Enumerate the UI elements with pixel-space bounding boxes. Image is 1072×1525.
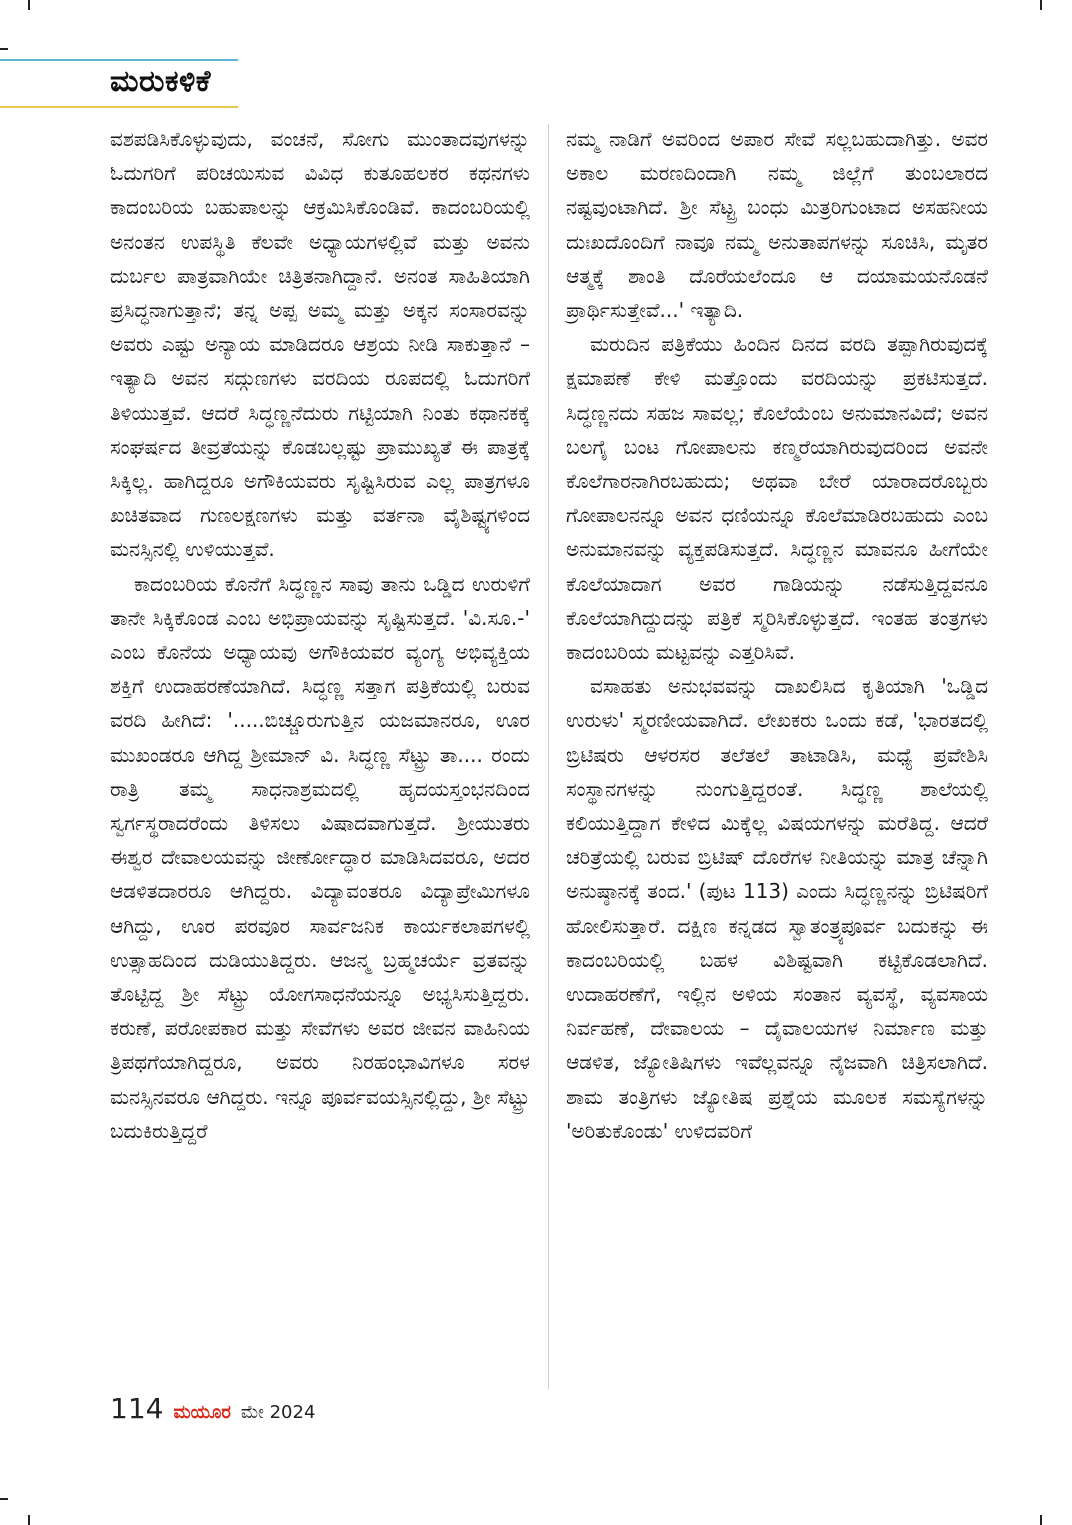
page-footer: [110, 1392, 315, 1425]
section-title: ಮರುಕಳಿಕೆ: [110, 64, 211, 99]
left-column: [110, 122, 530, 1148]
crop-mark: [0, 1498, 8, 1500]
paragraph: ಕಾದಂಬರಿಯ ಕೊನೆಗೆ ಸಿದ್ಧಣ್ಣನ ಸಾವು ತಾನು ಒಡ್ಡಿದ ಉರುಳಿಗೆ ತಾನೇ ಸಿಕ್ಕಿಕೊಂಡ ಎಂಬ ಅಭಿಪ್ರಾಯವನ್ನು ಸೃಷ್ಟಿಸುತ್ತದೆ. 'ವಿ.ಸೂ.-' ಎಂಬ ಕೊನೆಯ ಅಧ್ಯಾಯವು ಅಗೌಕಿಯವರ ವ್ಯಂಗ್ಯ ಅಭಿವ್ಯಕ್ತಿಯ ಶಕ್ತಿಗೆ ಉದಾಹರಣೆಯಾಗಿದೆ. ಸಿದ್ಧಣ್ಣ ಸತ್ತಾಗ ಪತ್ರಿಕೆಯಲ್ಲಿ ಬರುವ ವರದಿ ಹೀಗಿದೆ: '.....ಬಿಚ್ಚೂರುಗುತ್ತಿನ ಯಜಮಾನರೂ, ಊರ ಮುಖಂಡರೂ ಆಗಿದ್ದ ಶ್ರೀಮಾನ್ ವಿ. ಸಿದ್ಧಣ್ಣ ಸೆಟ್ಟ್ರು ತಾ.... ರಂದು ರಾತ್ರಿ ತಮ್ಮ ಸಾಧನಾಶ್ರಮದಲ್ಲಿ ಹೃದಯಸ್ತಂಭನದಿಂದ ಸ್ವರ್ಗಸ್ಥರಾದರೆಂದು ತಿಳಿಸಲು ವಿಷಾದವಾಗುತ್ತದೆ. ಶ್ರೀಯುತರು ಈಶ್ವರ ದೇವಾಲಯವನ್ನು ಜೀರ್ಣೋದ್ಧಾರ ಮಾಡಿಸಿದವರೂ, ಅದರ ಆಡಳಿತದಾರರೂ ಆಗಿದ್ದರು. ವಿದ್ಯಾವಂತರೂ ವಿದ್ಯಾಪ್ರೇಮಿಗಳೂ ಆಗಿದ್ದು, ಊರ ಪರವೂರ ಸಾರ್ವಜನಿಕ ಕಾರ್ಯಕಲಾಪಗಳಲ್ಲಿ ಉತ್ಸಾಹದಿಂದ ದುಡಿಯುತಿದ್ದರು. ಆಜನ್ಮ ಬ್ರಹ್ಮಚರ್ಯೆ ವ್ರತವನ್ನು ತೊಟ್ಟಿದ್ದ ಶ್ರೀ ಸೆಟ್ಟ್ರು ಯೋಗಸಾಧನೆಯನ್ನೂ ಅಭ್ಯಸಿಸುತ್ತಿದ್ದರು. ಕರುಣೆ, ಪರೋಪಕಾರ ಮತ್ತು ಸೇವೆಗಳು ಅವರ ಜೀವನ ವಾಹಿನಿಯ ತ್ರಿಪಥಗೆಯಾಗಿದ್ದರೂ, ಅವರು ನಿರಹಂಭಾವಿಗಳೂ ಸರಳ ಮನಸ್ಸಿನವರೂ ಆಗಿದ್ದರು. ಇನ್ನೂ ಪೂರ್ವವಯಸ್ಸಿನಲ್ಲಿದ್ದು, ಶ್ರೀ ಸೆಟ್ಟ್ರು ಬದುಕಿರುತ್ತಿದ್ದರೆ: [110, 571, 530, 1143]
issue-date: ಮೇ 2024: [240, 1402, 316, 1423]
header-rule-top: [0, 59, 238, 61]
paragraph: ವಸಾಹತು ಅನುಭವವನ್ನು ದಾಖಲಿಸಿದ ಕೃತಿಯಾಗಿ 'ಒಡ್ಡಿದ ಉರುಳು' ಸ್ಮರಣೀಯವಾಗಿದೆ. ಲೇಖಕರು ಒಂದು ಕಡೆ, 'ಭಾರತದಲ್ಲಿ ಬ್ರಿಟಿಷರು ಆಳರಸರ ತಲೆತಲೆ ತಾಟಾಡಿಸಿ, ಮಧ್ಯೆ ಪ್ರವೇಶಿಸಿ ಸಂಸ್ಥಾನಗಳನ್ನು ನುಂಗುತ್ತಿದ್ದರಂತೆ. ಸಿದ್ಧಣ್ಣ ಶಾಲೆಯಲ್ಲಿ ಕಲಿಯುತ್ತಿದ್ದಾಗ ಕೇಳಿದ ಮಿಕ್ಕೆಲ್ಲ ವಿಷಯಗಳನ್ನು ಮರೆತಿದ್ದ. ಆದರೆ ಚರಿತ್ರೆಯಲ್ಲಿ ಬರುವ ಬ್ರಿಟಿಷ್ ದೊರೆಗಳ ನೀತಿಯನ್ನು ಮಾತ್ರ ಚೆನ್ನಾಗಿ ಅನುಷ್ಠಾನಕ್ಕೆ ತಂದ.' (ಪುಟ 113) ಎಂದು ಸಿದ್ಧಣ್ಣನನ್ನು ಬ್ರಿಟಿಷರಿಗೆ ಹೋಲಿಸುತ್ತಾರೆ. ದಕ್ಷಿಣ ಕನ್ನಡದ ಸ್ವಾತಂತ್ರ್ಯಪೂರ್ವ ಬದುಕನ್ನು ಈ ಕಾದಂಬರಿಯಲ್ಲಿ ಬಹಳ ವಿಶಿಷ್ಟವಾಗಿ ಕಟ್ಟಿಕೊಡಲಾಗಿದೆ. ಉದಾಹರಣೆಗೆ, ಇಲ್ಲಿನ ಅಳಿಯ ಸಂತಾನ ವ್ಯವಸ್ಥೆ, ವ್ಯವಸಾಯ ನಿರ್ವಹಣೆ, ದೇವಾಲಯ – ದೈವಾಲಯಗಳ ನಿರ್ಮಾಣ ಮತ್ತು ಆಡಳಿತ, ಜ್ಯೋತಿಷಿಗಳು ಇವೆಲ್ಲವನ್ನೂ ನೈಜವಾಗಿ ಚಿತ್ರಿಸಲಾಗಿದೆ. ಶಾಮ ತಂತ್ರಿಗಳು ಜ್ಯೋತಿಷ ಪ್ರಶ್ನೆಯ ಮೂಲಕ ಸಮಸ್ಯೆಗಳನ್ನು 'ಅರಿತುಕೊಂಡು' ಉಳಿದವರಿಗೆ: [566, 674, 988, 1143]
crop-mark: [1040, 1515, 1042, 1525]
crop-mark: [28, 1515, 30, 1525]
crop-mark: [0, 48, 8, 50]
paragraph: ನಮ್ಮ ನಾಡಿಗೆ ಅವರಿಂದ ಅಪಾರ ಸೇವೆ ಸಲ್ಲಬಹುದಾಗಿತ್ತು. ಅವರ ಅಕಾಲ ಮರಣದಿಂದಾಗಿ ನಮ್ಮ ಜಿಲ್ಲೆಗೆ ತುಂಬಲಾರದ ನಷ್ಟವುಂಟಾಗಿದೆ. ಶ್ರೀ ಸೆಟ್ಟ್ರ ಬಂಧು ಮಿತ್ರರಿಗುಂಟಾದ ಅಸಹನೀಯ ದುಃಖದೊಂದಿಗೆ ನಾವೂ ನಮ್ಮ ಅನುತಾಪಗಳನ್ನು ಸೂಚಿಸಿ, ಮೃತರ ಆತ್ಮಕ್ಕೆ ಶಾಂತಿ ದೊರೆಯಲೆಂದೂ ಆ ದಯಾಮಯನೊಡನೆ ಪ್ರಾರ್ಥಿಸುತ್ತೇವೆ...' ಇತ್ಯಾದಿ.: [566, 127, 988, 323]
right-column: [566, 122, 988, 1148]
header-rule-bottom: [0, 106, 238, 108]
column-divider: [548, 124, 549, 1389]
paragraph: ಮರುದಿನ ಪತ್ರಿಕೆಯು ಹಿಂದಿನ ದಿನದ ವರದಿ ತಪ್ಪಾಗಿರುವುದಕ್ಕೆ ಕ್ಷಮಾಪಣೆ ಕೇಳಿ ಮತ್ತೊಂದು ವರದಿಯನ್ನು ಪ್ರಕಟಿಸುತ್ತದೆ. ಸಿದ್ಧಣ್ಣನದು ಸಹಜ ಸಾವಲ್ಲ; ಕೊಲೆಯೆಂಬ ಅನುಮಾನವಿದೆ; ಅವನ ಬಲಗೈ ಬಂಟ ಗೋಪಾಲನು ಕಣ್ಮರೆಯಾಗಿರುವುದರಿಂದ ಅವನೇ ಕೊಲೆಗಾರನಾಗಿರಬಹುದು; ಅಥವಾ ಬೇರೆ ಯಾರಾದರೊಬ್ಬರು ಗೋಪಾಲನನ್ನೂ ಅವನ ಧಣಿಯನ್ನೂ ಕೊಲೆಮಾಡಿರಬಹುದು ಎಂಬ ಅನುಮಾನವನ್ನು ವ್ಯಕ್ತಪಡಿಸುತ್ತದೆ. ಸಿದ್ಧಣ್ಣನ ಮಾವನೂ ಹೀಗೆಯೇ ಕೊಲೆಯಾದಾಗ ಅವರ ಗಾಡಿಯನ್ನು ನಡೆಸುತ್ತಿದ್ದವನೂ ಕೊಲೆಯಾಗಿದ್ದುದನ್ನು ಪತ್ರಿಕೆ ಸ್ಮರಿಸಿಕೊಳ್ಳುತ್ತದೆ. ಇಂತಹ ತಂತ್ರಗಳು ಕಾದಂಬರಿಯ ಮಟ್ಟವನ್ನು ಎತ್ತರಿಸಿವೆ.: [566, 332, 988, 665]
crop-mark: [1040, 0, 1042, 10]
magazine-logo: ಮಯೂರ: [173, 1402, 231, 1423]
crop-mark: [28, 0, 30, 10]
paragraph: ವಶಪಡಿಸಿಕೊಳ್ಳುವುದು, ವಂಚನೆ, ಸೋಗು ಮುಂತಾದವುಗಳನ್ನು ಓದುಗರಿಗೆ ಪರಿಚಯಿಸುವ ವಿವಿಧ ಕುತೂಹಲಕರ ಕಥನಗಳು ಕಾದಂಬರಿಯ ಬಹುಪಾಲನ್ನು ಆಕ್ರಮಿಸಿಕೊಂಡಿವೆ. ಕಾದಂಬರಿಯಲ್ಲಿ ಅನಂತನ ಉಪಸ್ಥಿತಿ ಕೆಲವೇ ಅಧ್ಯಾಯಗಳಲ್ಲಿವೆ ಮತ್ತು ಅವನು ದುರ್ಬಲ ಪಾತ್ರವಾಗಿಯೇ ಚಿತ್ರಿತನಾಗಿದ್ದಾನೆ. ಅನಂತ ಸಾಹಿತಿಯಾಗಿ ಪ್ರಸಿದ್ಧನಾಗುತ್ತಾನೆ; ತನ್ನ ಅಪ್ಪ ಅಮ್ಮ ಮತ್ತು ಅಕ್ಕನ ಸಂಸಾರವನ್ನು ಅವರು ಎಷ್ಟು ಅನ್ಯಾಯ ಮಾಡಿದರೂ ಆಶ್ರಯ ನೀಡಿ ಸಾಕುತ್ತಾನೆ – ಇತ್ಯಾದಿ ಅವನ ಸದ್ಗುಣಗಳು ವರದಿಯ ರೂಪದಲ್ಲಿ ಓದುಗರಿಗೆ ತಿಳಿಯುತ್ತವೆ. ಆದರೆ ಸಿದ್ಧಣ್ಣನೆದುರು ಗಟ್ಟಿಯಾಗಿ ನಿಂತು ಕಥಾನಕಕ್ಕೆ ಸಂಘರ್ಷದ ತೀವ್ರತೆಯನ್ನು ಕೊಡಬಲ್ಲಷ್ಟು ಪ್ರಾಮುಖ್ಯತೆ ಈ ಪಾತ್ರಕ್ಕೆ ಸಿಕ್ಕಿಲ್ಲ. ಹಾಗಿದ್ದರೂ ಅಗೌಕಿಯವರು ಸೃಷ್ಟಿಸಿರುವ ಎಲ್ಲ ಪಾತ್ರಗಳೂ ಖಚಿತವಾದ ಗುಣಲಕ್ಷಣಗಳು ಮತ್ತು ವರ್ತನಾ ವೈಶಿಷ್ಟ್ಯಗಳಿಂದ ಮನಸ್ಸಿನಲ್ಲಿ ಉಳಿಯುತ್ತವೆ.: [110, 127, 530, 562]
page-number: 114: [110, 1392, 164, 1425]
